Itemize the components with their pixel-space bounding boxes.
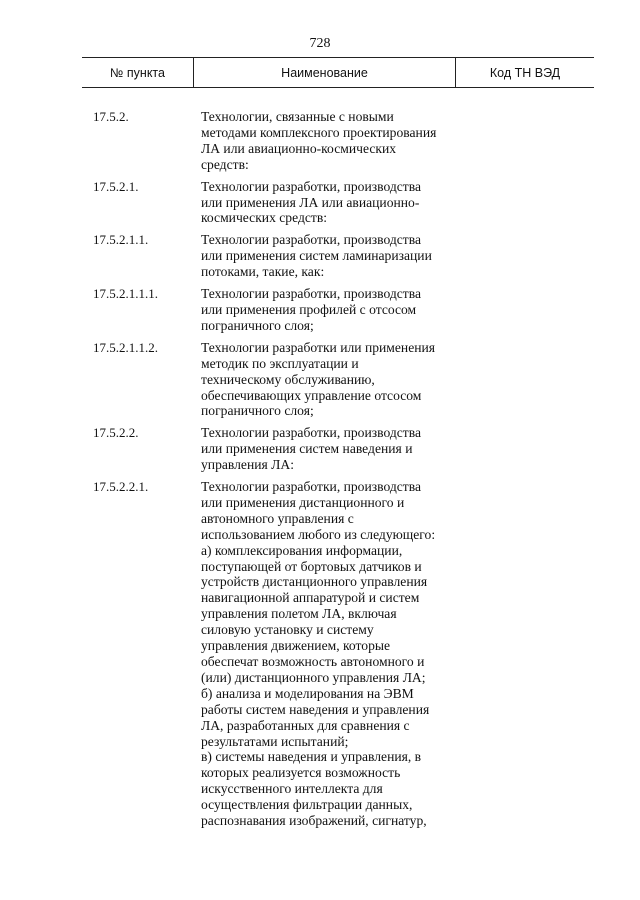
item-name: Технологии разработки, производства или применения ЛА или авиационно- космических средств: (201, 178, 422, 226)
table-row (0, 479, 640, 829)
item-name: Технологии разработки или применения методик по эксплуатации и техническому обслуживанию, обеспечивающих управление отсосом пограничного слоя; (201, 339, 436, 419)
header-code-column: Код ТН ВЭД (489, 65, 561, 80)
item-name: Технологии разработки, производства или применения профилей с отсосом пограничного слоя; (201, 286, 422, 333)
item-name: Технологии, связанные с новыми методами комплексного проектирования ЛА или авиационно-космических средств: (201, 109, 437, 172)
item-name: Технологии разработки, производства или применения систем наведения и управления ЛА: (201, 425, 422, 473)
page-number: 728 (309, 36, 331, 51)
item-name: Технологии разработки, производства или применения систем ламинаризации потоками, такие, как: (201, 232, 432, 280)
item-number: 17.5.2.1.1. (93, 232, 149, 248)
item-number: 17.5.2.1.1.2. (93, 339, 158, 355)
header-number-column: № пункта (82, 58, 194, 87)
item-number: 17.5.2.1.1.1. (93, 286, 158, 302)
header-name-column: Наименование (194, 58, 456, 87)
table-row (0, 232, 640, 280)
table-row (0, 109, 640, 173)
item-number: 17.5.2.2.1. (93, 479, 149, 495)
item-number: 17.5.2.2. (93, 425, 139, 441)
item-name: Технологии разработки, производства или применения дистанционного и автономного управления с использованием любого из следующего: а) комплексирования информации, поступающей от бортовых датчиков и устройств дистанционного управления навигационной аппаратурой и систем управления полетом ЛА, включая силовую установку и систему управления движением, которые обеспечат возможность автономного и (или) дистанционного управления ЛА; б) анализа и моделирования на ЭВМ работы систем наведения и управления ЛА, разработанных для сравнения с результатами испытаний; в) системы наведения и управления, в которых реализуется возможность искусственного интеллекта для осуществления фильтрации данных, распознавания изображений, сигнатур, (201, 479, 436, 829)
item-number: 17.5.2.1. (93, 178, 139, 194)
item-number: 17.5.2. (93, 109, 129, 124)
table-row (0, 340, 640, 420)
table-row (0, 425, 640, 473)
table-row (0, 179, 640, 227)
table-body (0, 109, 640, 835)
table-row (0, 286, 640, 334)
table-header (82, 57, 594, 88)
